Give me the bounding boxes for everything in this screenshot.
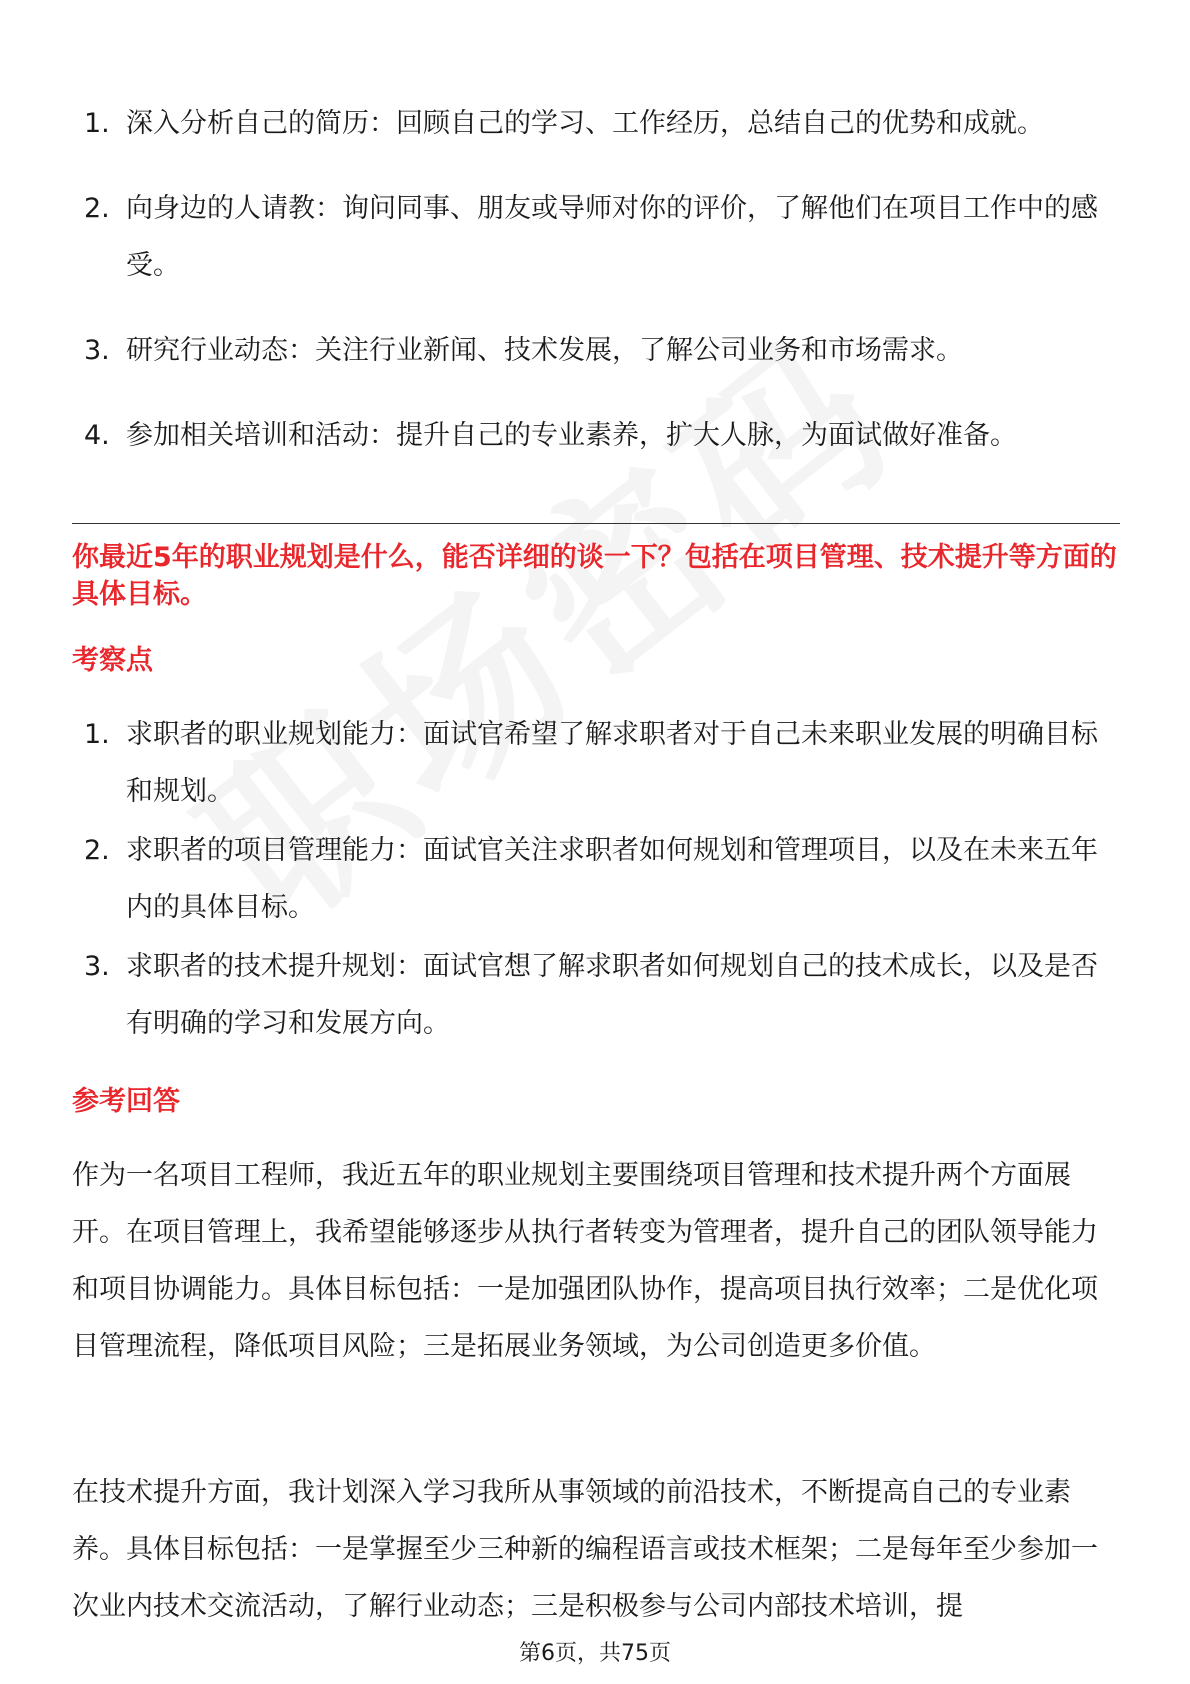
list-number: 2.	[84, 193, 110, 224]
points-label: 考察点	[72, 645, 153, 676]
list-number: 2.	[84, 835, 110, 866]
list-number: 4.	[84, 420, 110, 451]
list-item	[72, 706, 1120, 820]
list-text: 参加相关培训和活动：提升自己的专业素养，扩大人脉，为面试做好准备。	[126, 420, 1017, 451]
list-text: 求职者的职业规划能力：面试官希望了解求职者对于自己未来职业发展的明确目标和规划。	[126, 719, 1098, 807]
list-item	[72, 407, 1120, 464]
answer-paragraph: 作为一名项目工程师，我近五年的职业规划主要围绕项目管理和技术提升两个方面展开。在项目管理上，我希望能够逐步从执行者转变为管理者，提升自己的团队领导能力和项目协调能力。具体目标包括：一是加强团队协作，提高项目执行效率；二是优化项目管理流程，降低项目风险；三是拓展业务领域，为公司创造更多价值。	[72, 1160, 1098, 1362]
list-number: 1.	[84, 719, 110, 750]
list-item	[72, 180, 1120, 294]
section-divider	[72, 523, 1120, 524]
list-item	[72, 95, 1120, 152]
list-item	[72, 938, 1120, 1052]
points-list	[72, 706, 1120, 1054]
list-text: 研究行业动态：关注行业新闻、技术发展，了解公司业务和市场需求。	[126, 335, 963, 366]
preparation-list	[72, 95, 1120, 492]
answer-paragraph: 在技术提升方面，我计划深入学习我所从事领域的前沿技术，不断提高自己的专业素养。具体目标包括：一是掌握至少三种新的编程语言或技术框架；二是每年至少参加一次业内技术交流活动，了解行业动态；三是积极参与公司内部技术培训，提	[72, 1477, 1098, 1622]
list-item	[72, 822, 1120, 936]
list-number: 3.	[84, 951, 110, 982]
question-heading: 你最近5年的职业规划是什么，能否详细的谈一下？包括在项目管理、技术提升等方面的具体目标。	[72, 542, 1117, 610]
page-footer: 第6页，共75页	[519, 1641, 671, 1666]
list-text: 求职者的技术提升规划：面试官想了解求职者如何规划自己的技术成长，以及是否有明确的学习和发展方向。	[126, 951, 1098, 1039]
list-text: 向身边的人请教：询问同事、朋友或导师对你的评价，了解他们在项目工作中的感受。	[126, 193, 1098, 281]
list-number: 1.	[84, 108, 110, 139]
document-page	[72, 0, 1120, 1684]
list-item	[72, 322, 1120, 379]
list-number: 3.	[84, 335, 110, 366]
list-text: 求职者的项目管理能力：面试官关注求职者如何规划和管理项目，以及在未来五年内的具体目标。	[126, 835, 1098, 923]
list-text: 深入分析自己的简历：回顾自己的学习、工作经历，总结自己的优势和成就。	[126, 108, 1044, 139]
answer-label: 参考回答	[72, 1086, 180, 1117]
